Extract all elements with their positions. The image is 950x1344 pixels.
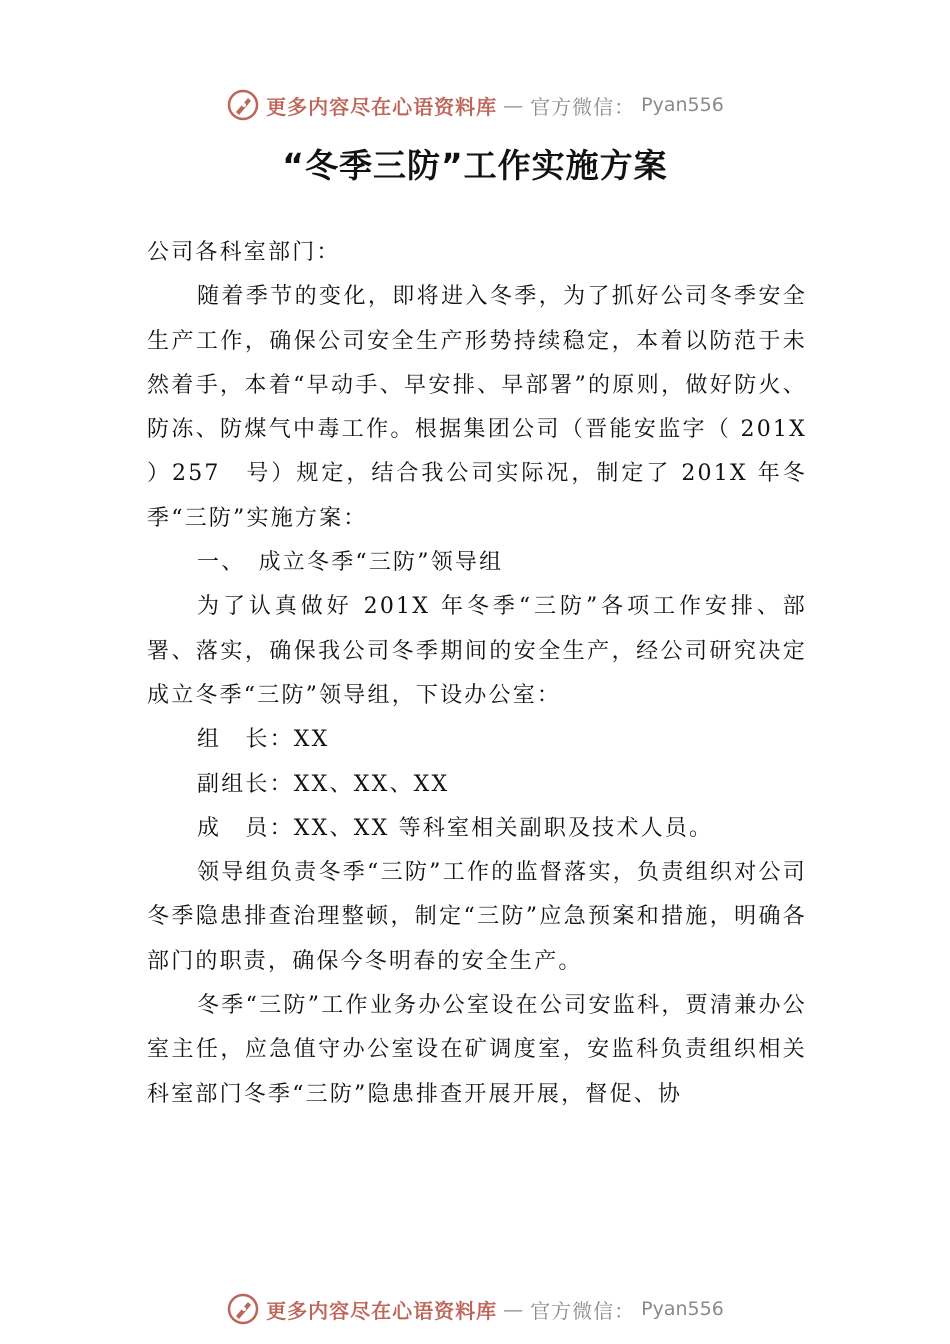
watermark-main-text: 更多内容尽在心语资料库 bbox=[266, 94, 498, 119]
watermark-wechat-id: Pyan556 bbox=[641, 1298, 724, 1320]
salutation: 公司各科室部门： bbox=[147, 240, 341, 265]
watermark-dash: — bbox=[503, 93, 525, 117]
watermark-header bbox=[0, 85, 950, 125]
document-title: “冬季三防”工作实施方案 bbox=[282, 146, 668, 185]
leader-line: 组 长：XX bbox=[197, 727, 330, 753]
watermark-footer bbox=[0, 1289, 950, 1329]
section-heading-1: 一、 成立冬季“三防”领导组 bbox=[197, 550, 504, 576]
watermark-dash: — bbox=[503, 1297, 525, 1321]
watermark-official-text: 官方微信： bbox=[530, 94, 636, 119]
section-1-paragraph: 为了认真做好 201X 年冬季“三防”各项工作安排、部署、落实，确保我公司冬季期间的安全生产，经公司研究决定成立冬季“三防”领导组，下设办公室： bbox=[147, 594, 807, 708]
watermark-official-text: 官方微信： bbox=[530, 1298, 636, 1323]
office-paragraph: 冬季“三防”工作业务办公室设在公司安监科，贾清兼办公室主任，应急值守办公室设在矿调度室，安监科负责组织相关科室部门冬季“三防”隐患排查开展开展，督促、协 bbox=[147, 993, 807, 1107]
intro-paragraph: 随着季节的变化，即将进入冬季，为了抓好公司冬季安全生产工作，确保公司安全生产形势持续稳定，本着以防范于未然着手，本着“早动手、早安排、早部署”的原则，做好防火、防冻、防煤气中毒工作。根据集团公司（晋能安监字（ 201X ）257 号）规定，结合我公司实际况，制定了 201X 年冬季“三防”实施方案： bbox=[147, 284, 807, 531]
deputy-leader-line: 副组长：XX、XX、XX bbox=[197, 771, 450, 797]
watermark-main-text: 更多内容尽在心语资料库 bbox=[266, 1298, 498, 1323]
responsibility-paragraph: 领导组负责冬季“三防”工作的监督落实，负责组织对公司冬季隐患排查治理整顿，制定“三防”应急预案和措施，明确各部门的职责，确保今冬明春的安全生产。 bbox=[147, 860, 807, 974]
pen-nib-circle-icon bbox=[226, 88, 260, 122]
document-body bbox=[147, 231, 807, 1117]
watermark-wechat-id: Pyan556 bbox=[641, 94, 724, 116]
members-line: 成 员：XX、XX 等科室相关副职及技术人员。 bbox=[197, 815, 714, 841]
pen-nib-circle-icon bbox=[226, 1292, 260, 1326]
